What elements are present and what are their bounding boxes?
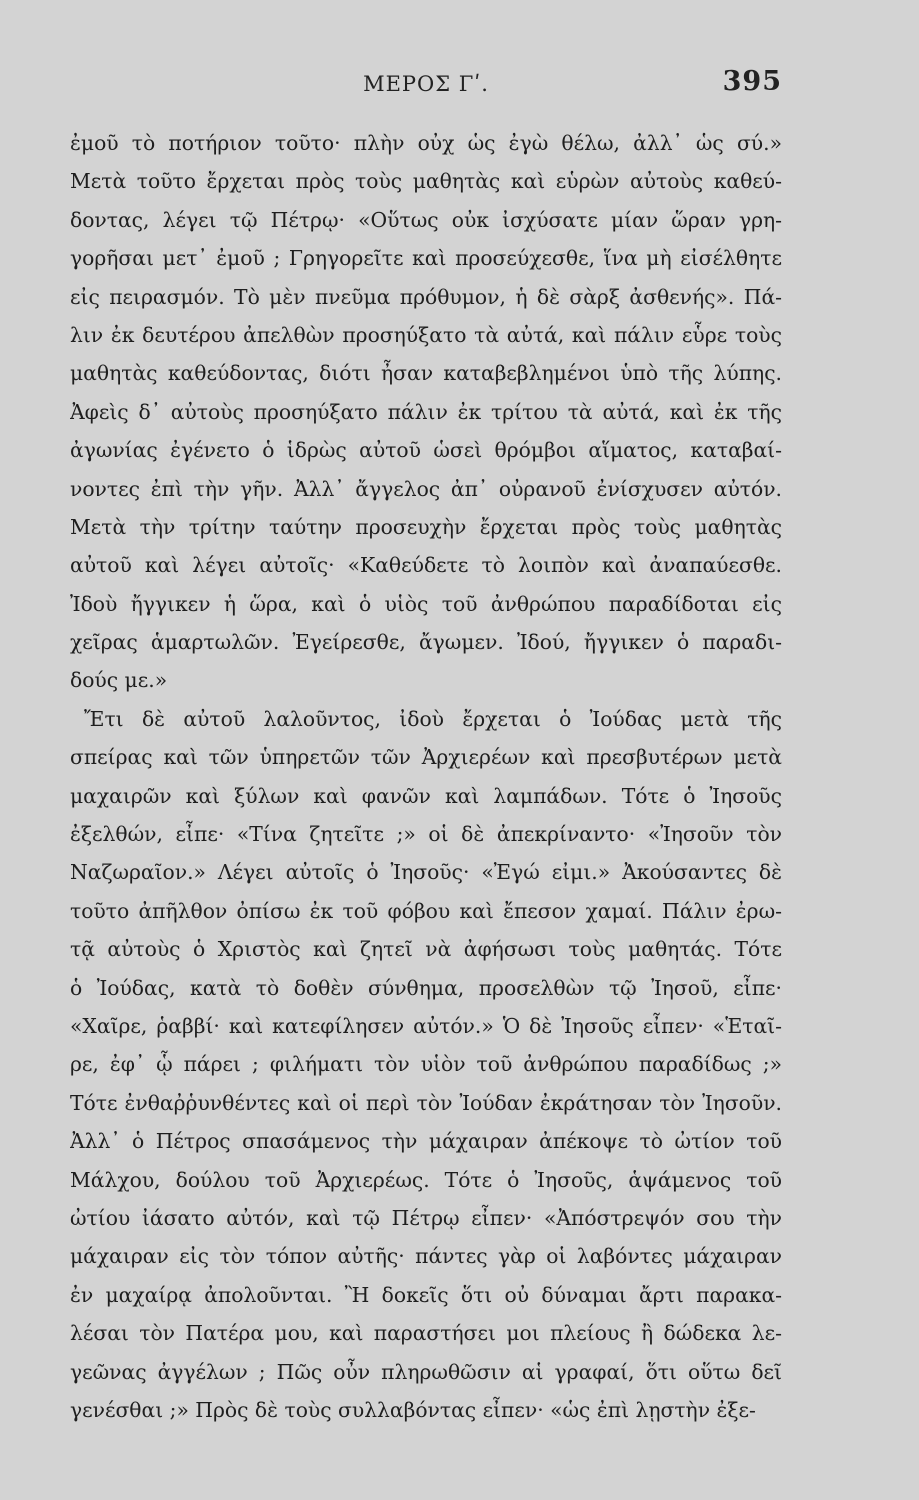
body-text — [70, 124, 782, 1429]
text-line: Τότε ἐνθαῤῥυνθέντες καὶ οἱ περὶ τὸν Ἰούδαν ἐκράτησαν τὸν Ἰησοῦν. — [70, 1090, 782, 1115]
text-line: χεῖρας ἁμαρτωλῶν. Ἐγείρεσθε, ἄγωμεν. Ἰδού, ἤγγικεν ὁ παραδι- — [70, 630, 782, 655]
running-header — [70, 66, 782, 106]
text-line: Ἀφεὶς δ᾽ αὐτοὺς προσηύξατο πάλιν ἐκ τρίτου τὰ αὐτά, καὶ ἐκ τῆς — [70, 399, 782, 424]
text-line: τᾷ αὐτοὺς ὁ Χριστὸς καὶ ζητεῖ νὰ ἀφήσωσι τοὺς μαθητάς. Τότε — [70, 937, 782, 962]
text-line: Ἔτι δὲ αὐτοῦ λαλοῦντος, ἰδοὺ ἔρχεται ὁ Ἰούδας μετὰ τῆς — [84, 706, 782, 731]
text-line: εἰς πειρασμόν. Τὸ μὲν πνεῦμα πρόθυμον, ἡ δὲ σὰρξ ἀσθενής». Πά- — [70, 284, 782, 309]
text-line: ρε, ἐφ᾽ ᾧ πάρει ; φιλήματι τὸν υἱὸν τοῦ ἀνθρώπου παραδίδως ;» — [70, 1052, 782, 1077]
text-line: μαθητὰς καθεύδοντας, διότι ἦσαν καταβεβλημένοι ὑπὸ τῆς λύπης. — [70, 361, 782, 386]
text-line: λιν ἐκ δευτέρου ἀπελθὼν προσηύξατο τὰ αὐτά, καὶ πάλιν εὗρε τοὺς — [70, 322, 782, 347]
text-line: Ναζωραῖον.» Λέγει αὐτοῖς ὁ Ἰησοῦς· «Ἐγώ εἰμι.» Ἀκούσαντες δὲ — [70, 860, 782, 885]
text-line: Μετὰ τοῦτο ἔρχεται πρὸς τοὺς μαθητὰς καὶ εὑρὼν αὐτοὺς καθεύ- — [70, 169, 782, 194]
text-line: Μάλχου, δούλου τοῦ Ἀρχιερέως. Τότε ὁ Ἰησοῦς, ἁψάμενος τοῦ — [70, 1167, 782, 1192]
text-line: ἀγωνίας ἐγένετο ὁ ἱδρὼς αὐτοῦ ὡσεὶ θρόμβοι αἵματος, καταβαί- — [70, 438, 782, 463]
text-line: νοντες ἐπὶ τὴν γῆν. Ἀλλ᾽ ἄγγελος ἀπ᾽ οὐρανοῦ ἐνίσχυσεν αὐτόν. — [70, 476, 782, 501]
text-line: «Χαῖρε, ῥαββί· καὶ κατεφίλησεν αὐτόν.» Ὁ δὲ Ἰησοῦς εἶπεν· «Ἑταῖ- — [70, 1013, 782, 1038]
text-line: λέσαι τὸν Πατέρα μου, καὶ παραστήσει μοι πλείους ἢ δώδεκα λε- — [70, 1321, 782, 1346]
page-number: 395 — [722, 66, 782, 97]
text-line: Ἀλλ᾽ ὁ Πέτρος σπασάμενος τὴν μάχαιραν ἀπέκοψε τὸ ὠτίον τοῦ — [70, 1129, 782, 1154]
text-line: μαχαιρῶν καὶ ξύλων καὶ φανῶν καὶ λαμπάδων. Τότε ὁ Ἰησοῦς — [70, 783, 782, 808]
text-line: Ἰδοὺ ἤγγικεν ἡ ὥρα, καὶ ὁ υἱὸς τοῦ ἀνθρώπου παραδίδοται εἰς — [70, 591, 782, 616]
text-line: αὐτοῦ καὶ λέγει αὐτοῖς· «Καθεύδετε τὸ λοιπὸν καὶ ἀναπαύεσθε. — [70, 553, 782, 578]
text-line: δοντας, λέγει τῷ Πέτρῳ· «Οὕτως οὐκ ἰσχύσατε μίαν ὥραν γρη- — [70, 207, 782, 232]
text-line: μάχαιραν εἰς τὸν τόπον αὐτῆς· πάντες γὰρ οἱ λαβόντες μάχαιραν — [70, 1244, 782, 1269]
text-line: ὠτίου ἰάσατο αὐτόν, καὶ τῷ Πέτρῳ εἶπεν· «Ἀπόστρεψόν σου τὴν — [70, 1205, 782, 1230]
text-line: τοῦτο ἀπῆλθον ὀπίσω ἐκ τοῦ φόβου καὶ ἔπεσον χαμαί. Πάλιν ἐρω- — [70, 898, 782, 923]
text-line: γεῶνας ἀγγέλων ; Πῶς οὖν πληρωθῶσιν αἱ γραφαί, ὅτι οὕτω δεῖ — [70, 1359, 782, 1384]
running-title: ΜΕΡΟΣ Γʹ. — [363, 72, 489, 96]
text-line: Μετὰ τὴν τρίτην ταύτην προσευχὴν ἔρχεται πρὸς τοὺς μαθητὰς — [70, 514, 782, 539]
text-line: δούς με.» — [70, 668, 168, 693]
text-line: ἐν μαχαίρᾳ ἀπολοῦνται. Ἢ δοκεῖς ὅτι οὐ δύναμαι ἄρτι παρακα- — [70, 1282, 782, 1307]
text-line: ἐμοῦ τὸ ποτήριον τοῦτο· πλὴν οὐχ ὡς ἐγὼ θέλω, ἀλλ᾽ ὡς σύ.» — [70, 131, 782, 155]
text-line: ἐξελθών, εἶπε· «Τίνα ζητεῖτε ;» οἱ δὲ ἀπεκρίναντο· «Ἰησοῦν τὸν — [70, 822, 782, 847]
text-line: γορῆσαι μετ᾽ ἐμοῦ ; Γρηγορεῖτε καὶ προσεύχεσθε, ἵνα μὴ εἰσέλθητε — [70, 246, 782, 271]
text-line: ὁ Ἰούδας, κατὰ τὸ δοθὲν σύνθημα, προσελθὼν τῷ Ἰησοῦ, εἶπε· — [70, 975, 782, 1000]
text-line: γενέσθαι ;» Πρὸς δὲ τοὺς συλλαβόντας εἶπεν· «ὡς ἐπὶ λῃστὴν ἐξε- — [70, 1397, 756, 1422]
text-line: σπείρας καὶ τῶν ὑπηρετῶν τῶν Ἀρχιερέων καὶ πρεσβυτέρων μετὰ — [70, 745, 782, 770]
